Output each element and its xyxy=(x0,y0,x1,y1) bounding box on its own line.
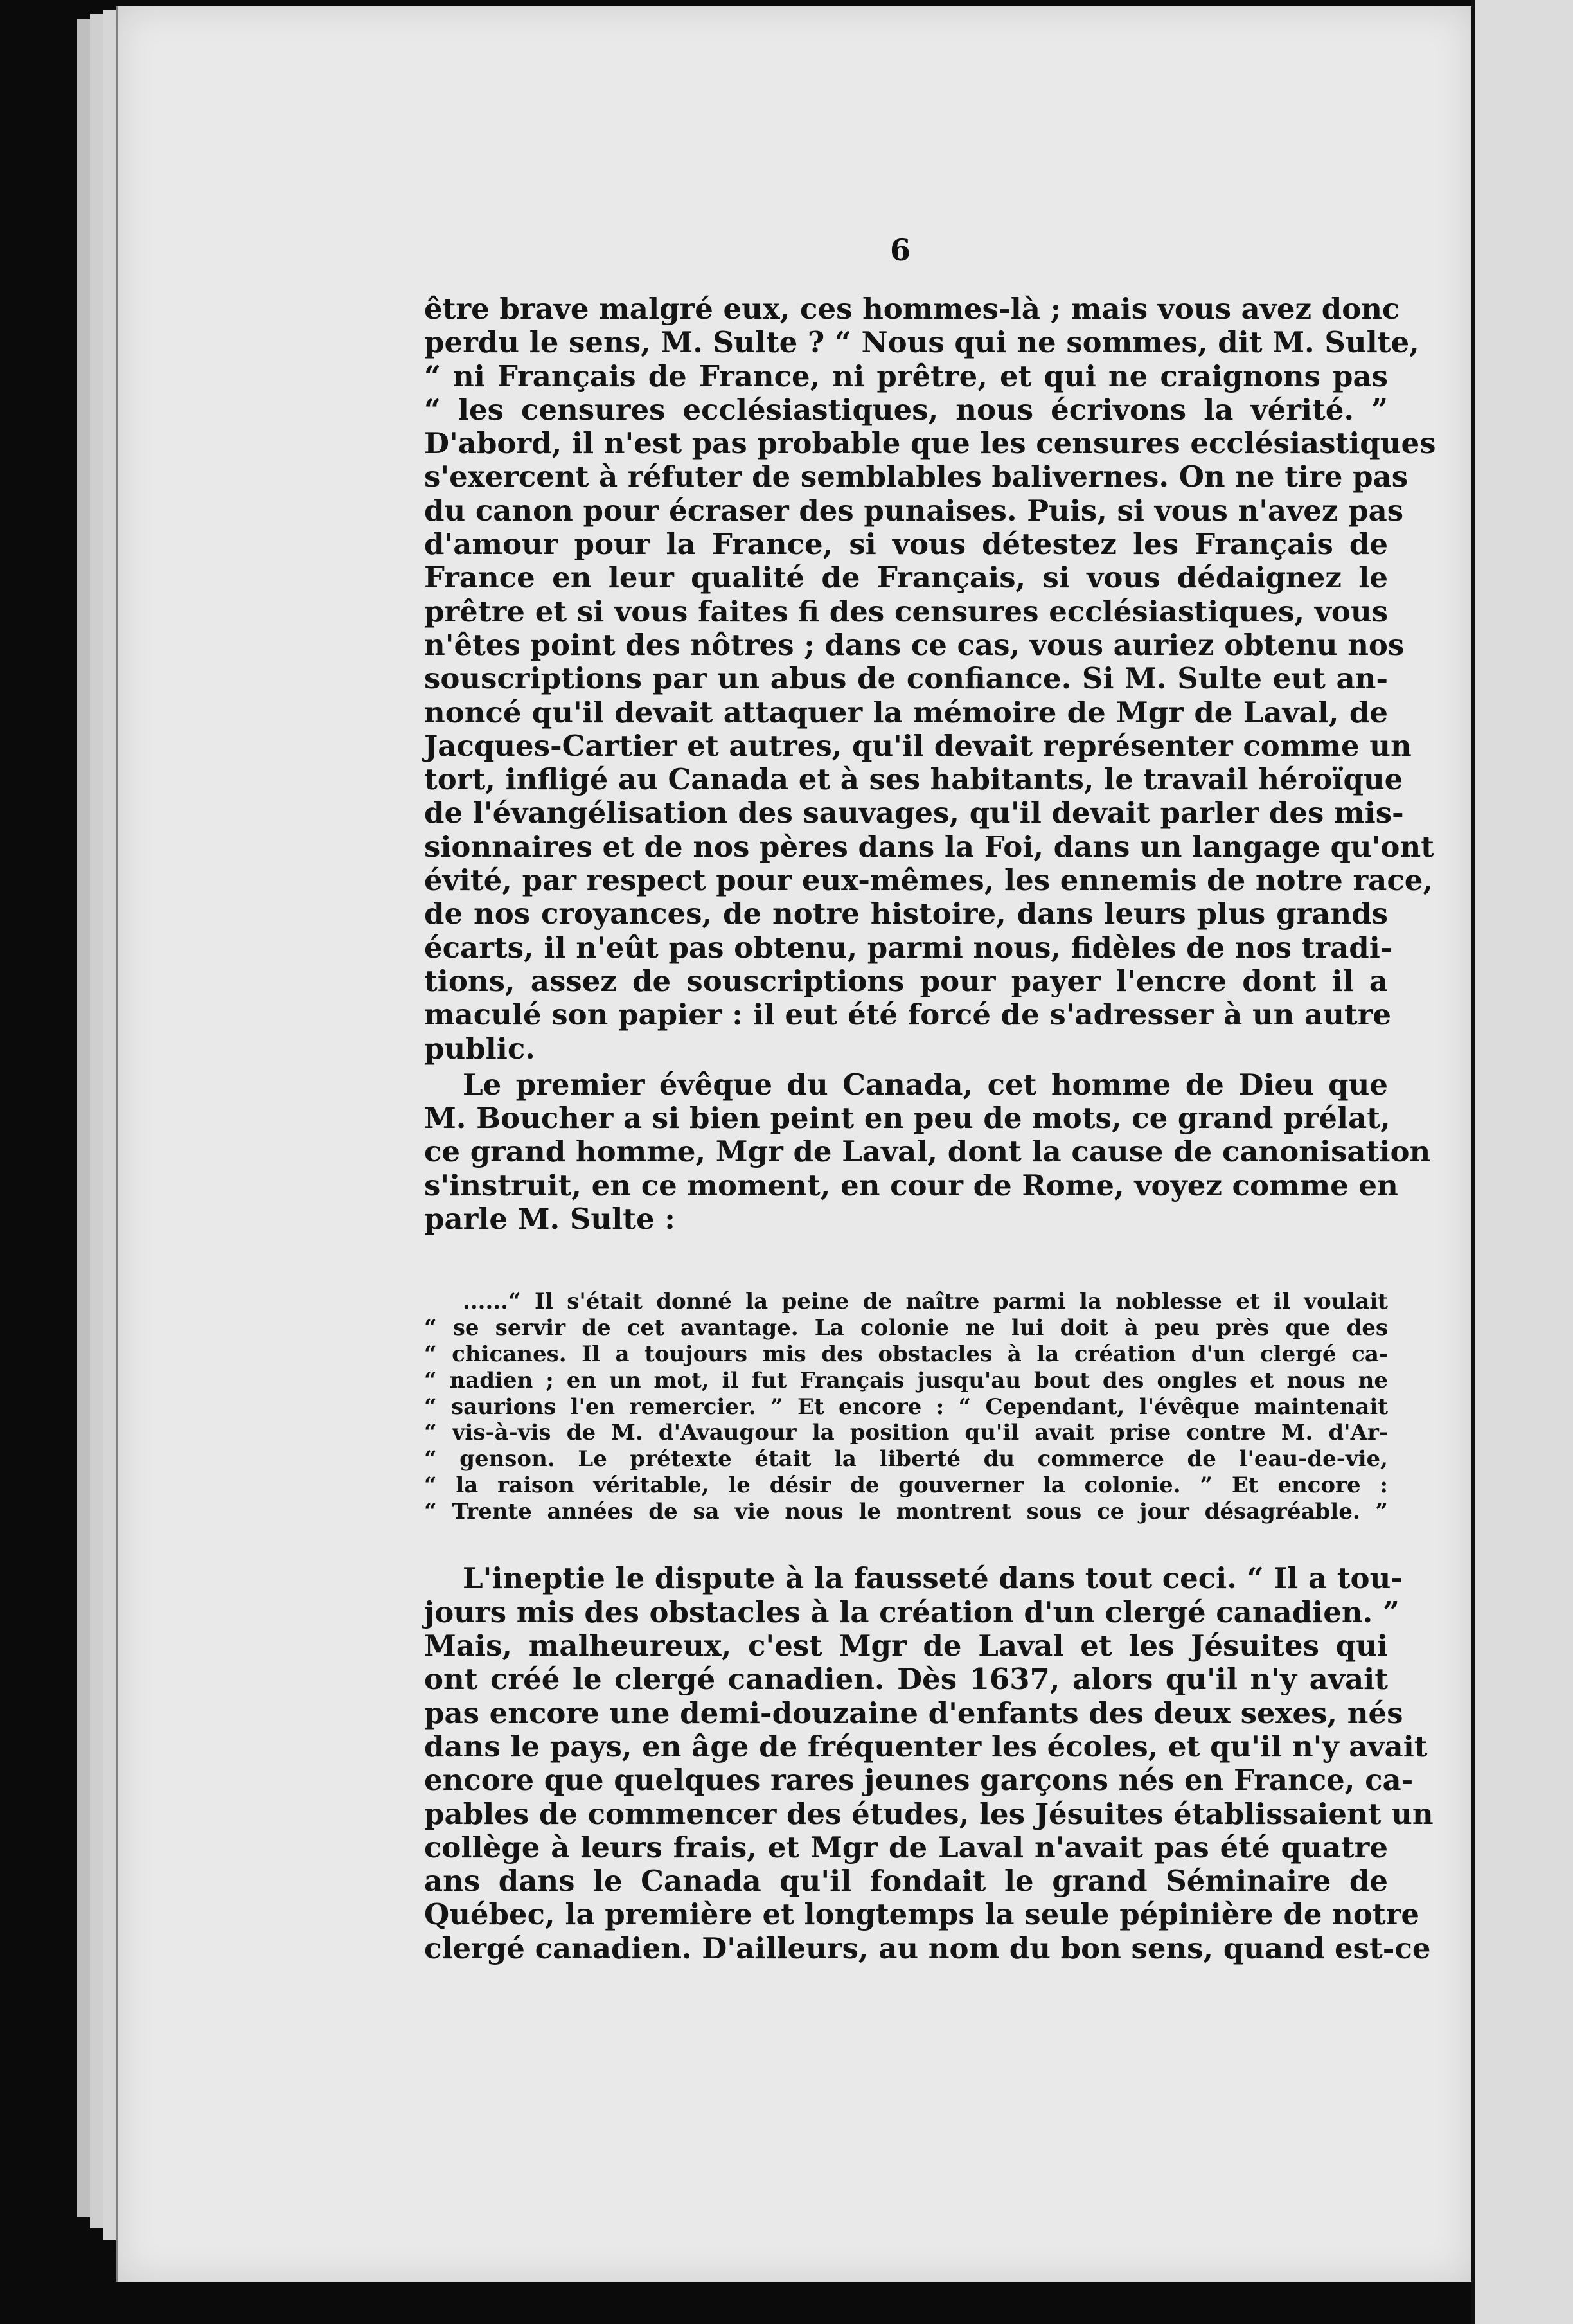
text-line: “ Trente années de sa vie nous le montrent sous ce jour désagréable. ” xyxy=(424,1498,1388,1524)
text-line: du canon pour écraser des punaises. Puis, si vous n'avez pas xyxy=(424,493,1404,528)
text-line: s'exercent à réfuter de semblables balivernes. On ne tire pas xyxy=(424,460,1409,494)
text-line: “ les censures ecclésiastiques, nous écrivons la vérité. ” xyxy=(424,392,1388,427)
block-quote xyxy=(424,1289,1388,1524)
paragraph xyxy=(424,292,1436,1066)
paragraph xyxy=(424,1561,1434,1965)
adjacent-page-edge xyxy=(1471,0,1573,2324)
text-line: Mais, malheureux, c'est Mgr de Laval et les Jésuites qui xyxy=(424,1629,1388,1663)
text-line: “ saurions l'en remercier. ” Et encore : “ Cependant, l'évêque maintenait xyxy=(424,1393,1388,1420)
text-line: “ la raison véritable, le désir de gouverner la colonie. ” Et encore : xyxy=(424,1472,1388,1498)
text-line: collège à leurs frais, et Mgr de Laval n'avait pas été quatre xyxy=(424,1830,1388,1864)
text-line: tions, assez de souscriptions pour payer l'encre dont il a xyxy=(424,963,1388,998)
text-line: ce grand homme, Mgr de Laval, dont la cause de canonisation xyxy=(424,1134,1431,1169)
text-line: n'êtes point des nôtres ; dans ce cas, vous auriez obtenu nos xyxy=(424,627,1405,662)
text-line: parle M. Sulte : xyxy=(424,1202,675,1237)
text-line: de nos croyances, de notre histoire, dans leurs plus grands xyxy=(424,897,1388,931)
text-line: L'ineptie le dispute à la fausseté dans tout ceci. “ Il a tou- xyxy=(463,1561,1403,1596)
paragraph xyxy=(424,1067,1431,1237)
text-line: de l'évangélisation des sauvages, qu'il devait parler des mis- xyxy=(424,796,1404,830)
text-line: écarts, il n'eût pas obtenu, parmi nous, fidèles de nos tradi- xyxy=(424,930,1392,965)
text-line: public. xyxy=(424,1031,535,1066)
text-line: s'instruit, en ce moment, en cour de Rome, voyez comme en xyxy=(424,1168,1398,1202)
text-line: ont créé le clergé canadien. Dès 1637, alors qu'il n'y avait xyxy=(424,1662,1388,1697)
text-line: “ se servir de cet avantage. La colonie ne lui doit à peu près que des xyxy=(424,1315,1388,1341)
text-line: pas encore une demi-douzaine d'enfants des deux sexes, nés xyxy=(424,1695,1403,1730)
text-line: prêtre et si vous faites fi des censures ecclésiastiques, vous xyxy=(424,594,1388,629)
text-line: tort, infligé au Canada et à ses habitants, le travail héroïque xyxy=(424,762,1403,797)
text-line: dans le pays, en âge de fréquenter les écoles, et qu'il n'y avait xyxy=(424,1729,1428,1764)
text-line: clergé canadien. D'ailleurs, au nom du bon sens, quand est-ce xyxy=(424,1931,1431,1965)
text-line: “ ni Français de France, ni prêtre, et qui ne craignons pas xyxy=(424,359,1388,393)
text-line: ......“ Il s'était donné la peine de naître parmi la noblesse et il voulait xyxy=(463,1289,1388,1315)
text-line: “ nadien ; en un mot, il fut Français jusqu'au bout des ongles et nous ne xyxy=(424,1367,1388,1393)
text-line: souscriptions par un abus de confiance. Si M. Sulte eut an- xyxy=(424,661,1388,696)
text-line: D'abord, il n'est pas probable que les censures ecclésiastiques xyxy=(424,426,1436,461)
text-line: ans dans le Canada qu'il fondait le grand Séminaire de xyxy=(424,1864,1388,1899)
text-line: Jacques-Cartier et autres, qu'il devait représenter comme un xyxy=(424,728,1412,763)
text-line: maculé son papier : il eut été forcé de s'adresser à un autre xyxy=(424,997,1392,1032)
text-line: sionnaires et de nos pères dans la Foi, dans un langage qu'ont xyxy=(424,829,1434,864)
text-line: Le premier évêque du Canada, cet homme de Dieu que xyxy=(463,1067,1388,1102)
text-line: pables de commencer des études, les Jésuites établissaient un xyxy=(424,1796,1434,1831)
text-line: “ chicanes. Il a toujours mis des obstacles à la création d'un clergé ca- xyxy=(424,1341,1388,1367)
text-line: Québec, la première et longtemps la seule pépinière de notre xyxy=(424,1897,1420,1932)
text-line: “ vis-à-vis de M. d'Avaugour la position qu'il avait prise contre M. d'Ar- xyxy=(424,1420,1388,1446)
text-line: jours mis des obstacles à la création d'un clergé canadien. ” xyxy=(424,1595,1400,1629)
text-line: perdu le sens, M. Sulte ? “ Nous qui ne sommes, dit M. Sulte, xyxy=(424,325,1419,360)
text-line: encore que quelques rares jeunes garçons nés en France, ca- xyxy=(424,1763,1414,1798)
page-body xyxy=(424,292,1436,1965)
text-line: être brave malgré eux, ces hommes-là ; mais vous avez donc xyxy=(424,292,1400,326)
text-line: France en leur qualité de Français, si vous dédaignez le xyxy=(424,560,1388,595)
text-line: évité, par respect pour eux-mêmes, les ennemis de notre race, xyxy=(424,863,1434,898)
text-line: noncé qu'il devait attaquer la mémoire de Mgr de Laval, de xyxy=(424,695,1388,729)
text-line: “ genson. Le prétexte était la liberté du commerce de l'eau-de-vie, xyxy=(424,1446,1388,1472)
text-line: d'amour pour la France, si vous détestez les Français de xyxy=(424,527,1388,562)
text-line: M. Boucher a si bien peint en peu de mots, ce grand prélat, xyxy=(424,1101,1391,1136)
page-number: 6 xyxy=(890,233,911,267)
